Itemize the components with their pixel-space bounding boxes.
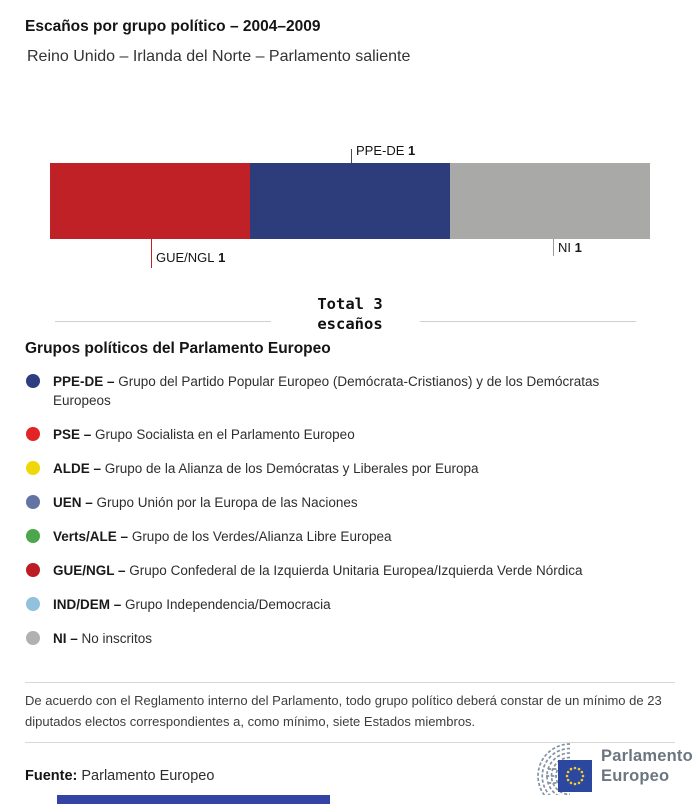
- group-name: GUE/NGL –: [53, 563, 126, 578]
- source-line: [25, 768, 214, 784]
- bar-segment-ppe-de: [250, 163, 450, 239]
- group-name: IND/DEM –: [53, 597, 122, 612]
- bar-label-ppe-de: [356, 143, 415, 158]
- group-name: UEN –: [53, 495, 93, 510]
- legend-item-text: [53, 493, 358, 512]
- total-divider-right: [420, 321, 636, 322]
- legend-item-text: [53, 372, 633, 410]
- bottom-edge-partial-element: [57, 795, 330, 804]
- legend-item-text: [53, 595, 331, 614]
- group-description: No inscritos: [81, 631, 153, 646]
- group-color-dot: [26, 461, 40, 475]
- legend-item-text: [53, 527, 391, 546]
- source-value: Parlamento Europeo: [81, 768, 215, 784]
- ep-logo-text-line2: Europeo: [601, 766, 670, 785]
- legend-item-gue-ngl: [25, 561, 680, 580]
- group-name: PPE-DE –: [53, 374, 115, 389]
- bar-label-seats: 1: [408, 143, 416, 158]
- total-seats-label: [285, 294, 415, 334]
- bar-label-group: GUE/NGL: [156, 250, 215, 265]
- ep-logo-text-line1: Parlamento: [601, 747, 693, 765]
- bar-label-seats: 1: [574, 240, 582, 255]
- total-line1: Total 3: [317, 295, 383, 313]
- group-color-dot: [26, 427, 40, 441]
- ep-logo-wordmark: [601, 747, 693, 786]
- bar-label-seats: 1: [218, 250, 226, 265]
- bar-label-group: PPE-DE: [356, 143, 405, 158]
- footnote-divider: [25, 682, 675, 683]
- legend-item-pse: [25, 425, 680, 444]
- ep-logo: [517, 743, 692, 795]
- source-label: Fuente:: [25, 768, 78, 784]
- legend-item-ni: [25, 629, 680, 648]
- callout-line-ppe-de: [351, 149, 352, 163]
- group-description: Grupo del Partido Popular Europeo (Demócrata-Cristianos) y de los Demócratas Europeos: [53, 374, 600, 408]
- ep-logo-hemicycle-icon: [517, 743, 597, 795]
- total-line2: escaños: [317, 315, 383, 333]
- page-title: Escaños por grupo político – 2004–2009: [25, 18, 321, 35]
- legend-heading: Grupos políticos del Parlamento Europeo: [25, 340, 331, 357]
- bar-label-ni: [558, 240, 582, 255]
- group-description: Grupo de los Verdes/Alianza Libre Europea: [131, 529, 392, 544]
- group-color-dot: [26, 597, 40, 611]
- group-description: Grupo Confederal de la Izquierda Unitaria Europea/Izquierda Verde Nórdica: [129, 563, 583, 578]
- bar-segment-gue-ngl: [50, 163, 250, 239]
- bar-segment-ni: [450, 163, 650, 239]
- political-groups-legend: [25, 372, 680, 663]
- group-name: Verts/ALE –: [53, 529, 129, 544]
- legend-item-text: [53, 459, 479, 478]
- group-name: PSE –: [53, 427, 92, 442]
- footnote-text: De acuerdo con el Reglamento interno del Parlamento, todo grupo político deberá constar de un mínimo de 23 diputados electos correspondientes a, como mínimo, siete Estados miembros.: [25, 693, 662, 729]
- total-divider-left: [55, 321, 271, 322]
- legend-item-text: [53, 561, 583, 580]
- legend-item-alde: [25, 459, 680, 478]
- group-color-dot: [26, 529, 40, 543]
- bar-label-group: NI: [558, 240, 571, 255]
- legend-item-ind-dem: [25, 595, 680, 614]
- group-color-dot: [26, 631, 40, 645]
- group-description: Grupo Unión por la Europa de las Naciones: [96, 495, 358, 510]
- legend-item-ppe-de: [25, 372, 680, 410]
- group-description: Grupo Socialista en el Parlamento Europeo: [95, 427, 355, 442]
- group-description: Grupo de la Alianza de los Demócratas y Liberales por Europa: [104, 461, 479, 476]
- bar-label-gue-ngl: [156, 250, 225, 265]
- legend-item-uen: [25, 493, 680, 512]
- eu-flag-icon: [558, 760, 592, 792]
- group-description: Grupo Independencia/Democracia: [125, 597, 331, 612]
- group-color-dot: [26, 495, 40, 509]
- page-subtitle: Reino Unido – Irlanda del Norte – Parlamento saliente: [27, 48, 411, 65]
- group-name: NI –: [53, 631, 78, 646]
- group-color-dot: [26, 374, 40, 388]
- legend-item-text: [53, 425, 355, 444]
- group-color-dot: [26, 563, 40, 577]
- legend-item-verts-ale: [25, 527, 680, 546]
- group-name: ALDE –: [53, 461, 102, 476]
- callout-line-gue-ngl: [151, 239, 152, 268]
- callout-line-ni: [553, 239, 554, 256]
- legend-item-text: [53, 629, 152, 648]
